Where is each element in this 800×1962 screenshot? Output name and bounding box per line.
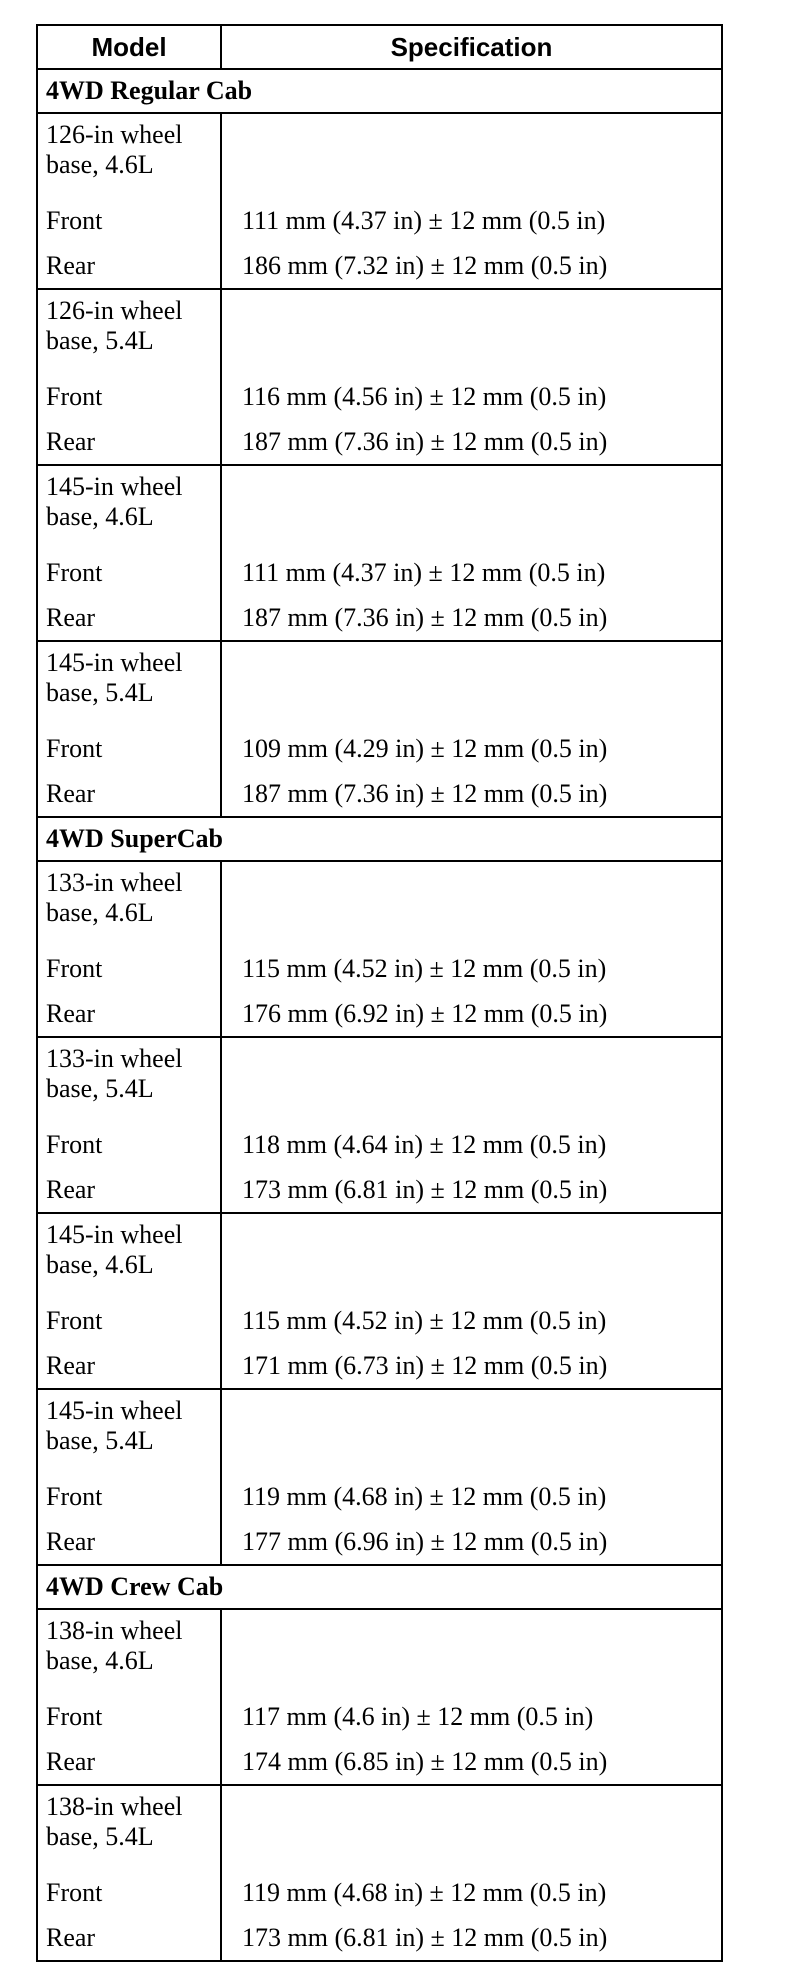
wheelbase-label: 138-in wheel base, 4.6L [46,1616,183,1675]
model-row [37,1037,722,1213]
wheelbase-label: 133-in wheel base, 4.6L [46,868,183,927]
spec-cell [221,465,722,641]
model-row [37,1785,722,1961]
rear-spec: 186 mm (7.32 in) ± 12 mm (0.5 in) [242,251,608,280]
spec-spacer [242,642,721,726]
section-title: 4WD SuperCab [37,817,722,861]
rear-label: Rear [46,1351,96,1380]
rear-label: Rear [46,251,96,280]
spec-spacer [242,1786,721,1870]
model-row [37,113,722,289]
spec-spacer [242,1038,721,1122]
rear-label: Rear [46,1747,96,1776]
section-row [37,69,722,113]
spec-cell [221,641,722,817]
rear-label: Rear [46,999,96,1028]
spec-spacer [242,862,721,946]
rear-label: Rear [46,779,96,808]
front-label: Front [46,206,103,235]
front-label: Front [46,1130,103,1159]
front-spec: 117 mm (4.6 in) ± 12 mm (0.5 in) [242,1702,594,1731]
model-row [37,1609,722,1785]
rear-label: Rear [46,1527,96,1556]
model-cell [37,289,221,465]
spec-spacer [242,290,721,374]
rear-spec: 171 mm (6.73 in) ± 12 mm (0.5 in) [242,1351,608,1380]
spec-cell [221,1785,722,1961]
model-cell [37,1785,221,1961]
model-column-header: Model [37,25,221,69]
front-label: Front [46,1878,103,1907]
rear-label: Rear [46,1175,96,1204]
spec-spacer [242,1214,721,1298]
section-title: 4WD Crew Cab [37,1565,722,1609]
front-label: Front [46,734,103,763]
wheelbase-label: 145-in wheel base, 4.6L [46,1220,183,1279]
spec-cell [221,289,722,465]
specification-column-header: Specification [221,25,722,69]
model-cell [37,1609,221,1785]
rear-label: Rear [46,427,96,456]
model-cell [37,861,221,1037]
wheelbase-label: 133-in wheel base, 5.4L [46,1044,183,1103]
model-row [37,465,722,641]
wheelbase-label: 126-in wheel base, 5.4L [46,296,183,355]
wheelbase-label: 126-in wheel base, 4.6L [46,120,183,179]
spec-table [36,24,723,1962]
spec-spacer [242,1610,721,1694]
wheelbase-label: 145-in wheel base, 4.6L [46,472,183,531]
wheelbase-label: 145-in wheel base, 5.4L [46,1396,183,1455]
rear-spec: 187 mm (7.36 in) ± 12 mm (0.5 in) [242,779,608,808]
front-label: Front [46,558,103,587]
front-spec: 115 mm (4.52 in) ± 12 mm (0.5 in) [242,1306,607,1335]
rear-spec: 176 mm (6.92 in) ± 12 mm (0.5 in) [242,999,608,1028]
section-row [37,817,722,861]
front-spec: 119 mm (4.68 in) ± 12 mm (0.5 in) [242,1482,607,1511]
front-label: Front [46,954,103,983]
spec-cell [221,1213,722,1389]
front-spec: 119 mm (4.68 in) ± 12 mm (0.5 in) [242,1878,607,1907]
rear-label: Rear [46,1923,96,1952]
model-cell [37,1037,221,1213]
section-row [37,1565,722,1609]
model-row [37,1213,722,1389]
spec-cell [221,1389,722,1565]
spec-cell [221,1609,722,1785]
rear-spec: 187 mm (7.36 in) ± 12 mm (0.5 in) [242,603,608,632]
front-spec: 118 mm (4.64 in) ± 12 mm (0.5 in) [242,1130,607,1159]
front-spec: 116 mm (4.56 in) ± 12 mm (0.5 in) [242,382,607,411]
wheelbase-label: 145-in wheel base, 5.4L [46,648,183,707]
table-body [37,69,722,1961]
model-cell [37,1389,221,1565]
front-spec: 111 mm (4.37 in) ± 12 mm (0.5 in) [242,558,606,587]
model-cell [37,113,221,289]
front-label: Front [46,382,103,411]
model-cell [37,1213,221,1389]
front-label: Front [46,1702,103,1731]
front-label: Front [46,1306,103,1335]
spec-spacer [242,1390,721,1474]
front-spec: 109 mm (4.29 in) ± 12 mm (0.5 in) [242,734,608,763]
model-row [37,641,722,817]
spec-spacer [242,466,721,550]
model-row [37,1389,722,1565]
rear-spec: 173 mm (6.81 in) ± 12 mm (0.5 in) [242,1175,608,1204]
rear-spec: 177 mm (6.96 in) ± 12 mm (0.5 in) [242,1527,608,1556]
header-row [37,25,722,69]
rear-spec: 187 mm (7.36 in) ± 12 mm (0.5 in) [242,427,608,456]
spec-spacer [242,114,721,198]
rear-label: Rear [46,603,96,632]
model-row [37,861,722,1037]
front-spec: 111 mm (4.37 in) ± 12 mm (0.5 in) [242,206,606,235]
spec-cell [221,1037,722,1213]
spec-cell [221,113,722,289]
model-cell [37,641,221,817]
front-spec: 115 mm (4.52 in) ± 12 mm (0.5 in) [242,954,607,983]
model-cell [37,465,221,641]
wheelbase-label: 138-in wheel base, 5.4L [46,1792,183,1851]
spec-cell [221,861,722,1037]
rear-spec: 173 mm (6.81 in) ± 12 mm (0.5 in) [242,1923,608,1952]
rear-spec: 174 mm (6.85 in) ± 12 mm (0.5 in) [242,1747,608,1776]
model-row [37,289,722,465]
front-label: Front [46,1482,103,1511]
section-title: 4WD Regular Cab [37,69,722,113]
